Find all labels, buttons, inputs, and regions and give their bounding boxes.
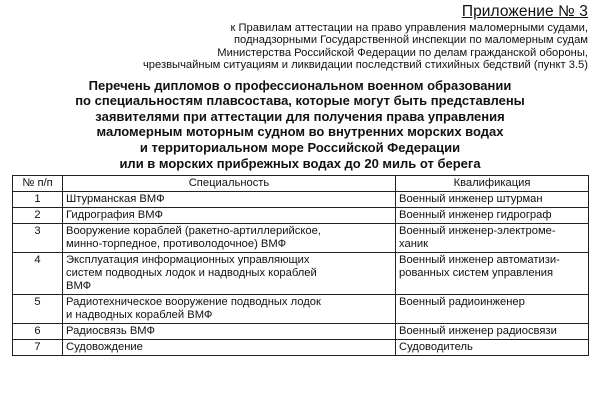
specialty-cell (63, 208, 396, 224)
table-header-row (13, 176, 589, 192)
specialty-cell (63, 295, 396, 324)
qualification-line: Военный инженер-электроме- (399, 225, 556, 238)
basis-line: поднадзорными Государственной инспекции по маломерным судам (233, 34, 588, 47)
qualification-cell (396, 295, 589, 324)
header-specialty: Специальность (63, 176, 396, 192)
qualification-line: рованных систем управления (399, 267, 554, 280)
specialty-line: систем подводных лодок и надводных кораблей (66, 267, 317, 280)
qualification-line: Судоводитель (399, 341, 473, 354)
row-number: 3 (13, 224, 63, 253)
header-num: № п/п (13, 176, 63, 192)
qualification-cell (396, 192, 589, 208)
title-line: по специальностям плавсостава, которые могут быть представлены (75, 93, 525, 109)
table-row (13, 324, 589, 340)
specialty-cell (63, 324, 396, 340)
qualification-line: Военный инженер гидрограф (399, 209, 552, 222)
specialty-cell (63, 340, 396, 356)
specialty-line: ВМФ (66, 280, 92, 293)
table-row (13, 253, 589, 295)
title-line: или в морских прибрежных водах до 20 миль от берега (119, 155, 481, 171)
specialty-cell (63, 192, 396, 208)
table-body (13, 192, 589, 356)
title-line: и территориальном море Российской Федерации (139, 140, 461, 155)
header-qualification: Квалификация (396, 176, 589, 192)
specialty-line: Радиосвязь ВМФ (66, 325, 156, 338)
qualification-line: Военный инженер автоматизи- (399, 254, 560, 267)
specialty-line: Судовождение (66, 341, 143, 354)
specialty-line: Вооружение кораблей (ракетно-артиллерийское, (66, 225, 321, 238)
diplomas-table (12, 175, 589, 356)
table-row (13, 192, 589, 208)
specialty-cell (63, 253, 396, 295)
qualification-cell (396, 208, 589, 224)
qualification-line: Военный радиоинженер (399, 296, 525, 309)
title-line: Перечень дипломов о профессиональном военном образовании (88, 77, 512, 93)
qualification-line: Военный инженер штурман (399, 193, 543, 206)
appendix-basis (12, 22, 588, 72)
row-number: 4 (13, 253, 63, 295)
table-row (13, 340, 589, 356)
basis-line: к Правилам аттестации на право управления маломерными судами, (230, 22, 588, 34)
qualification-line: ханик (399, 238, 429, 251)
specialty-line: и надводных кораблей ВМФ (66, 309, 213, 322)
row-number: 6 (13, 324, 63, 340)
qualification-line: Военный инженер радиосвязи (399, 325, 557, 338)
specialty-line: минно-торпедное, противолодочное) ВМФ (66, 238, 287, 251)
table-row (13, 295, 589, 324)
row-number: 5 (13, 295, 63, 324)
title-line: маломерным моторным судном во внутренних морских водах (96, 124, 504, 140)
table-row (13, 208, 589, 224)
specialty-line: Эксплуатация информационных управляющих (66, 254, 310, 267)
specialty-line: Радиотехническое вооружение подводных лодок (66, 296, 321, 309)
appendix-title: Приложение № 3 (461, 3, 588, 20)
table-row (13, 224, 589, 253)
row-number: 1 (13, 192, 63, 208)
specialty-cell (63, 224, 396, 253)
basis-line: Министерства Российской Федерации по делам гражданской обороны, (217, 46, 588, 59)
document-title (12, 78, 588, 172)
specialty-line: Штурманская ВМФ (66, 193, 165, 206)
title-line: заявителями при аттестации для получения права управления (95, 108, 505, 124)
qualification-cell (396, 324, 589, 340)
basis-line: чрезвычайным ситуациям и ликвидации последствий стихийных бедствий (пункт 3.5) (142, 59, 588, 72)
row-number: 2 (13, 208, 63, 224)
qualification-cell (396, 224, 589, 253)
qualification-cell (396, 340, 589, 356)
specialty-line: Гидрография ВМФ (66, 209, 163, 222)
qualification-cell (396, 253, 589, 295)
row-number: 7 (13, 340, 63, 356)
